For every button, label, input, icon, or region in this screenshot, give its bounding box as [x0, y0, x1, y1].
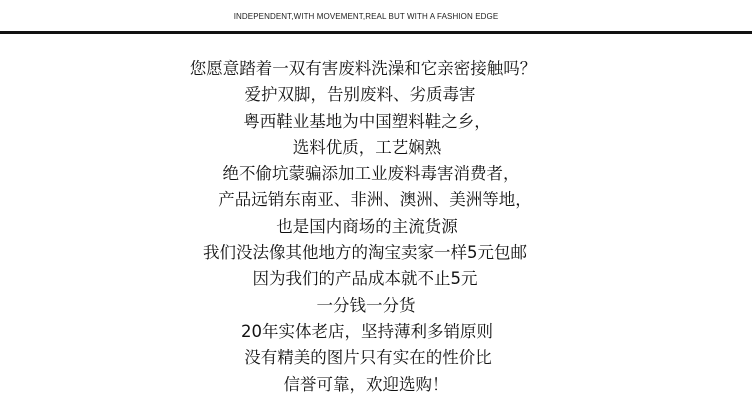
- description-line: 一分钱一分货: [316, 295, 416, 315]
- description-line: 选料优质，工艺娴熟: [292, 137, 442, 157]
- header-divider: [0, 31, 752, 34]
- description-line: 没有精美的图片只有实在的性价比: [244, 348, 492, 368]
- description-line: 因为我们的产品成本就不止5元: [252, 269, 478, 289]
- store-description: [0, 56, 732, 398]
- description-line: 绝不偷坑蒙骗添加工业废料毒害消费者，: [222, 164, 520, 184]
- page-header: [0, 0, 752, 30]
- description-line: 爱护双脚，告别废料、劣质毒害: [244, 85, 476, 105]
- description-line: 您愿意踏着一双有害废料洗澡和它亲密接触吗？: [189, 59, 537, 78]
- description-line: 也是国内商场的主流货源: [276, 216, 458, 236]
- description-line: 信誉可靠，欢迎选购！: [283, 374, 449, 394]
- description-line: 粤西鞋业基地为中国塑料鞋之乡，: [243, 111, 491, 131]
- description-line: 20年实体老店，坚持薄利多销原则: [241, 321, 493, 341]
- brand-tagline: INDEPENDENT,WITH MOVEMENT,REAL BUT WITH A FASHION EDGE: [233, 12, 499, 21]
- description-line: 我们没法像其他地方的淘宝卖家一样5元包邮: [203, 243, 527, 263]
- description-line: 产品远销东南亚、非洲、澳洲、美洲等地，: [218, 190, 532, 210]
